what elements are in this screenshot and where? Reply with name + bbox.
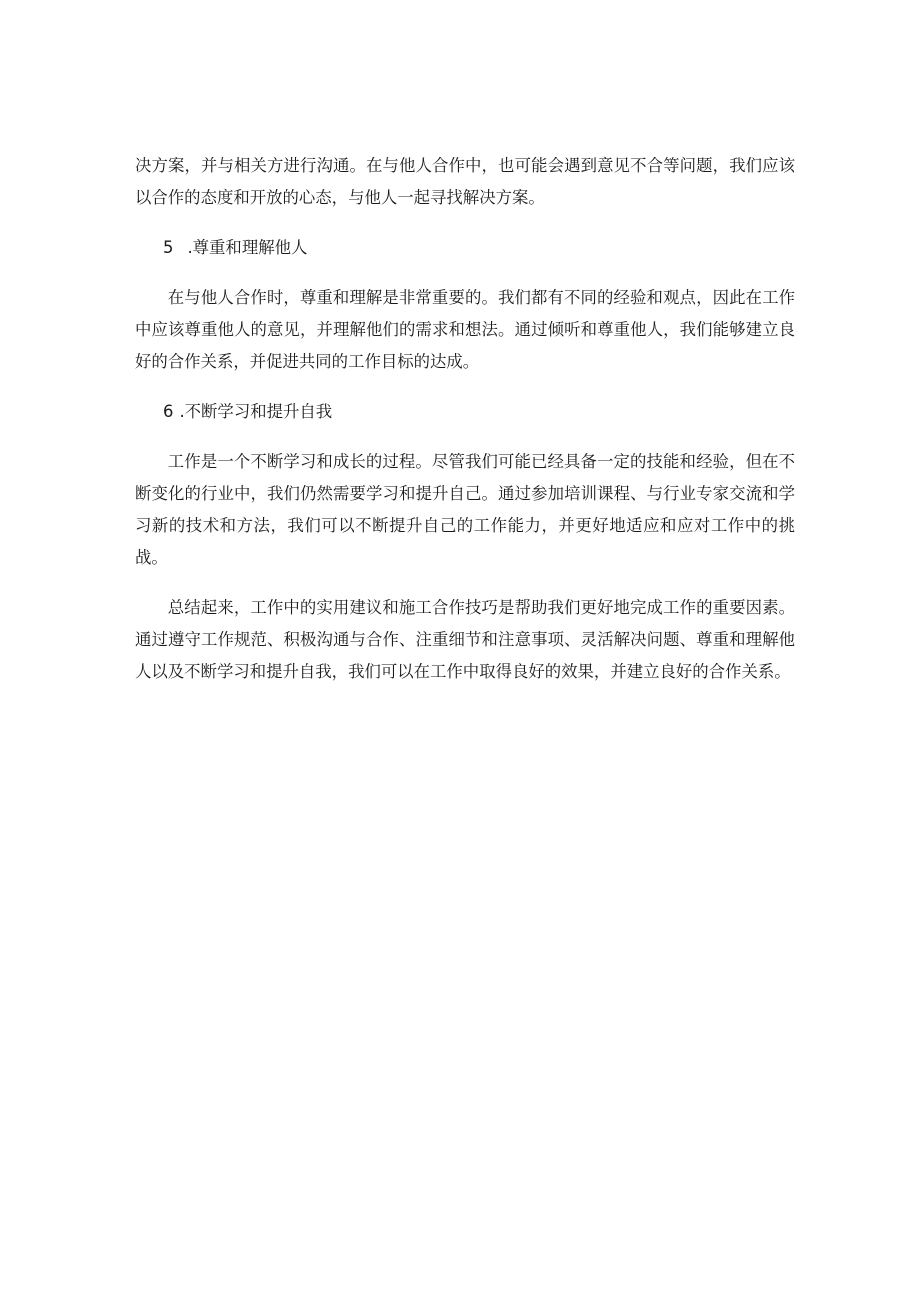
section-title: .不断学习和提升自我: [179, 402, 333, 421]
section-heading-5: [135, 232, 795, 264]
paragraph-continuation: 决方案，并与相关方进行沟通。在与他人合作中，也可能会遇到意见不合等问题，我们应该以合作的态度和开放的心态，与他人一起寻找解决方案。: [135, 156, 795, 207]
paragraph-summary: 总结起来，工作中的实用建议和施工合作技巧是帮助我们更好地完成工作的重要因素。通过遵守工作规范、积极沟通与合作、注重细节和注意事项、灵活解决问题、尊重和理解他人以及不断学习和提升自我，我们可以在工作中取得良好的效果，并建立良好的合作关系。: [135, 598, 795, 681]
document-body: [135, 150, 795, 706]
paragraph-respect: 在与他人合作时，尊重和理解是非常重要的。我们都有不同的经验和观点，因此在工作中应该尊重他人的意见，并理解他们的需求和想法。通过倾听和尊重他人，我们能够建立良好的合作关系，并促进共同的工作目标的达成。: [135, 288, 795, 371]
section-number: 6: [163, 402, 174, 421]
paragraph-learning: 工作是一个不断学习和成长的过程。尽管我们可能已经具备一定的技能和经验，但在不断变化的行业中，我们仍然需要学习和提升自己。通过参加培训课程、与行业专家交流和学习新的技术和方法，我们可以不断提升自己的工作能力，并更好地适应和应对工作中的挑战。: [135, 452, 795, 567]
section-heading-6: [135, 396, 795, 428]
section-number: 5: [163, 238, 174, 257]
section-title: .尊重和理解他人: [187, 238, 308, 257]
